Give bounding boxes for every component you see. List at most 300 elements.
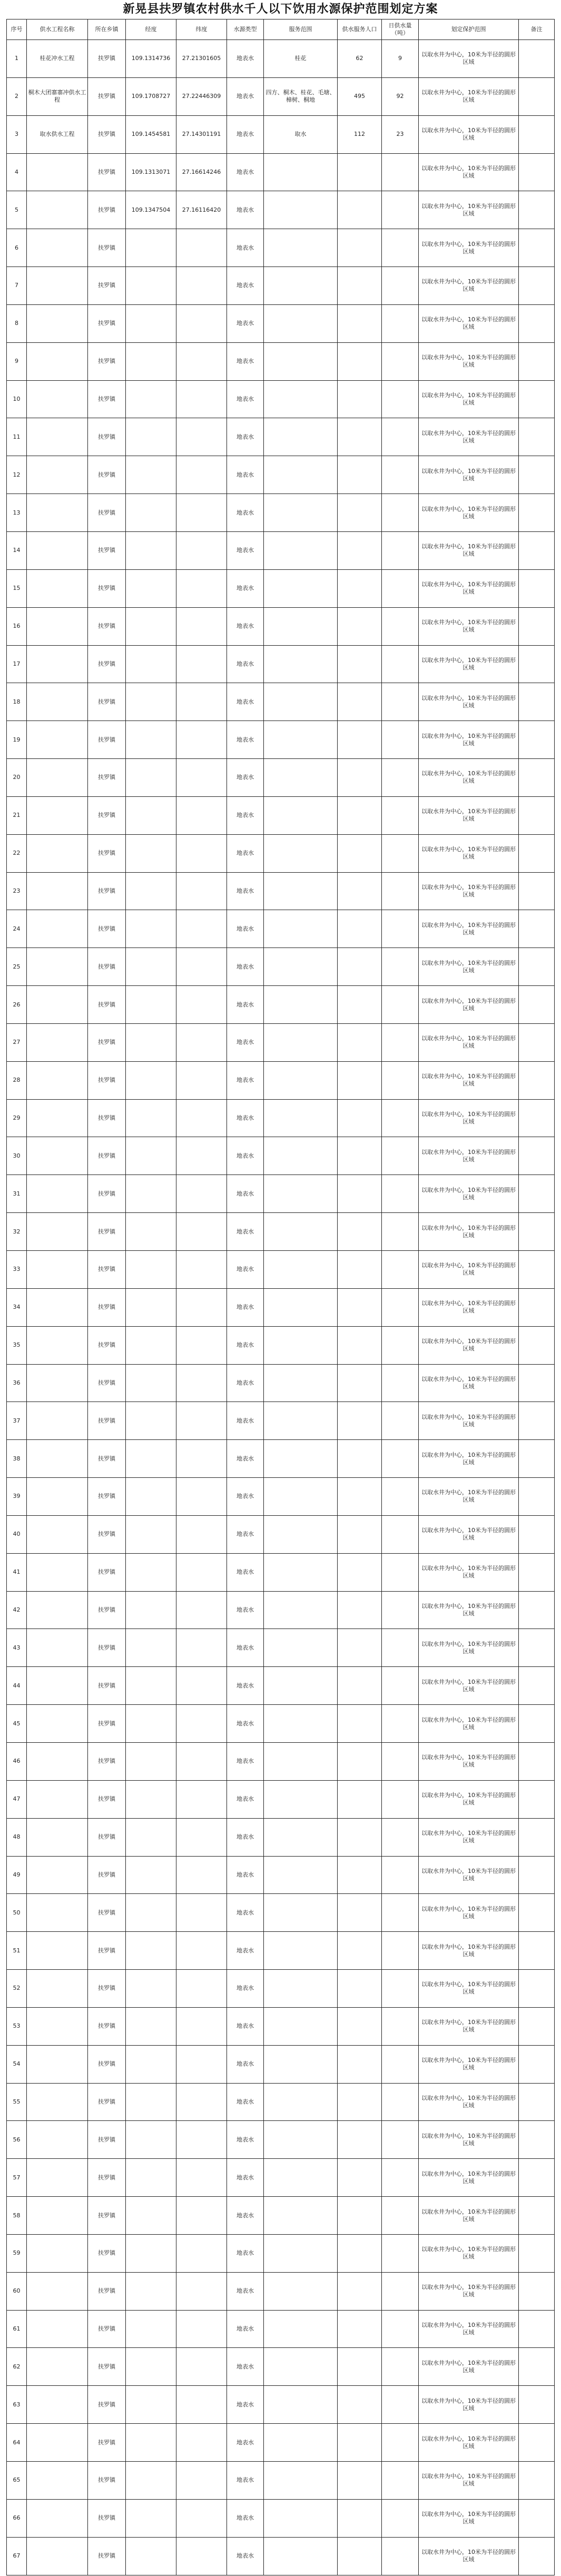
cell-town: 扶罗镇 [88,2159,126,2197]
cell-service-area [264,1970,338,2008]
cell-longitude [126,2045,176,2083]
cell-daily-supply [382,267,419,305]
cell-population [338,872,382,910]
table-row [7,1856,555,1894]
cell-remarks [519,1402,555,1440]
cell-population [338,1780,382,1818]
cell-protection-range: 以取水井为中心，10米为半径的圆形区域 [419,986,519,1024]
table-row [7,2499,555,2537]
cell-index: 61 [7,2310,27,2348]
cell-latitude [176,1251,227,1289]
cell-project-name [27,1364,88,1402]
cell-daily-supply [382,2197,419,2235]
cell-protection-range: 以取水井为中心，10米为半径的圆形区域 [419,40,519,78]
cell-daily-supply [382,721,419,759]
cell-index: 53 [7,2007,27,2045]
cell-remarks [519,1364,555,1402]
cell-protection-range: 以取水井为中心，10米为半径的圆形区域 [419,2197,519,2235]
cell-protection-range: 以取水井为中心，10米为半径的圆形区域 [419,796,519,834]
cell-population [338,2272,382,2310]
cell-remarks [519,1175,555,1213]
cell-remarks [519,2159,555,2197]
cell-protection-range: 以取水井为中心，10米为半径的圆形区域 [419,342,519,380]
cell-protection-range: 以取水井为中心，10米为半径的圆形区域 [419,2348,519,2386]
table-row [7,2348,555,2386]
cell-town: 扶罗镇 [88,456,126,494]
cell-protection-range: 以取水井为中心，10米为半径的圆形区域 [419,1364,519,1402]
cell-index: 23 [7,872,27,910]
cell-longitude [126,607,176,645]
cell-longitude [126,1440,176,1478]
cell-index: 20 [7,759,27,797]
cell-population [338,2537,382,2575]
cell-longitude [126,2537,176,2575]
cell-remarks [519,1742,555,1780]
cell-index: 64 [7,2424,27,2462]
cell-index: 58 [7,2197,27,2235]
table-row [7,1705,555,1743]
cell-source-type: 地表水 [227,1364,264,1402]
cell-town: 扶罗镇 [88,380,126,418]
cell-protection-range: 以取水井为中心，10米为半径的圆形区域 [419,1251,519,1289]
cell-daily-supply [382,948,419,986]
cell-protection-range: 以取水井为中心，10米为半径的圆形区域 [419,948,519,986]
cell-population [338,1213,382,1251]
cell-latitude [176,1515,227,1553]
cell-index: 16 [7,607,27,645]
cell-index: 55 [7,2083,27,2121]
cell-daily-supply [382,229,419,267]
cell-project-name [27,2121,88,2159]
cell-source-type: 地表水 [227,1970,264,2008]
cell-service-area [264,1894,338,1932]
table-row [7,531,555,569]
cell-index: 67 [7,2537,27,2575]
cell-protection-range: 以取水井为中心，10米为半径的圆形区域 [419,1061,519,1099]
cell-source-type: 地表水 [227,304,264,342]
cell-latitude [176,1894,227,1932]
cell-protection-range: 以取水井为中心，10米为半径的圆形区域 [419,759,519,797]
cell-index: 31 [7,1175,27,1213]
cell-index: 66 [7,2499,27,2537]
cell-town: 扶罗镇 [88,872,126,910]
cell-remarks [519,1705,555,1743]
table-row [7,77,555,115]
cell-service-area [264,2007,338,2045]
cell-remarks [519,1440,555,1478]
cell-population [338,607,382,645]
cell-population [338,2424,382,2462]
cell-service-area [264,2386,338,2424]
cell-longitude [126,2007,176,2045]
cell-latitude [176,2424,227,2462]
cell-population [338,1364,382,1402]
table-row [7,645,555,683]
cell-population [338,1099,382,1137]
cell-town: 扶罗镇 [88,721,126,759]
cell-remarks [519,1099,555,1137]
cell-population [338,2499,382,2537]
cell-latitude [176,2121,227,2159]
table-row [7,1402,555,1440]
table-row [7,1780,555,1818]
cell-project-name [27,2462,88,2500]
cell-town: 扶罗镇 [88,607,126,645]
cell-service-area [264,759,338,797]
cell-project-name [27,1932,88,1970]
cell-protection-range: 以取水井为中心，10米为半径的圆形区域 [419,191,519,229]
cell-longitude [126,1402,176,1440]
cell-project-name [27,2007,88,2045]
cell-project-name [27,759,88,797]
cell-daily-supply [382,986,419,1024]
cell-project-name [27,2045,88,2083]
cell-latitude: 27.22446309 [176,77,227,115]
cell-index: 24 [7,910,27,948]
cell-population [338,1175,382,1213]
cell-index: 46 [7,1742,27,1780]
cell-project-name [27,834,88,872]
table-row [7,569,555,607]
cell-daily-supply [382,2272,419,2310]
cell-longitude [126,2272,176,2310]
table-row [7,1742,555,1780]
cell-daily-supply [382,1099,419,1137]
cell-daily-supply: 23 [382,115,419,153]
cell-population [338,1137,382,1175]
cell-protection-range: 以取水井为中心，10米为半径的圆形区域 [419,683,519,721]
table-row [7,910,555,948]
cell-project-name [27,1667,88,1705]
cell-source-type: 地表水 [227,2499,264,2537]
cell-daily-supply [382,191,419,229]
cell-protection-range: 以取水井为中心，10米为半径的圆形区域 [419,1932,519,1970]
water-source-table [6,19,555,2575]
cell-project-name [27,1251,88,1289]
cell-project-name [27,683,88,721]
cell-remarks [519,1970,555,2008]
cell-latitude [176,1591,227,1629]
column-header-protection-range: 划定保护范围 [419,19,519,40]
cell-protection-range: 以取水井为中心，10米为半径的圆形区域 [419,910,519,948]
table-row [7,2083,555,2121]
cell-source-type: 地表水 [227,2045,264,2083]
cell-remarks [519,1137,555,1175]
cell-remarks [519,380,555,418]
cell-index: 4 [7,153,27,191]
cell-longitude [126,872,176,910]
cell-daily-supply [382,2234,419,2272]
cell-latitude [176,267,227,305]
cell-town: 扶罗镇 [88,77,126,115]
cell-town: 扶罗镇 [88,2121,126,2159]
column-header-town: 所在乡镇 [88,19,126,40]
table-row [7,342,555,380]
cell-service-area [264,910,338,948]
cell-population [338,342,382,380]
cell-source-type: 地表水 [227,2272,264,2310]
cell-index: 18 [7,683,27,721]
cell-town: 扶罗镇 [88,834,126,872]
cell-service-area [264,1326,338,1364]
cell-project-name [27,1137,88,1175]
cell-population [338,569,382,607]
cell-service-area [264,191,338,229]
cell-town: 扶罗镇 [88,645,126,683]
cell-project-name [27,986,88,1024]
cell-longitude [126,910,176,948]
cell-longitude: 109.1314736 [126,40,176,78]
cell-population [338,1591,382,1629]
cell-project-name [27,721,88,759]
table-row [7,796,555,834]
cell-index: 26 [7,986,27,1024]
cell-town: 扶罗镇 [88,267,126,305]
cell-daily-supply [382,2348,419,2386]
cell-source-type: 地表水 [227,948,264,986]
cell-remarks [519,2121,555,2159]
cell-protection-range: 以取水井为中心，10米为半径的圆形区域 [419,2272,519,2310]
cell-index: 34 [7,1288,27,1326]
cell-longitude [126,1515,176,1553]
table-row [7,2537,555,2575]
cell-longitude [126,456,176,494]
cell-index: 1 [7,40,27,78]
cell-longitude [126,569,176,607]
cell-protection-range: 以取水井为中心，10米为半径的圆形区域 [419,2537,519,2575]
cell-protection-range: 以取水井为中心，10米为半径的圆形区域 [419,645,519,683]
cell-project-name [27,1402,88,1440]
cell-latitude [176,1326,227,1364]
cell-remarks [519,2348,555,2386]
cell-project-name [27,1780,88,1818]
cell-service-area [264,1137,338,1175]
cell-protection-range: 以取水井为中心，10米为半径的圆形区域 [419,1780,519,1818]
cell-longitude [126,1629,176,1667]
cell-longitude [126,2197,176,2235]
cell-service-area [264,380,338,418]
cell-protection-range: 以取水井为中心，10米为半径的圆形区域 [419,872,519,910]
cell-source-type: 地表水 [227,418,264,456]
cell-daily-supply [382,1894,419,1932]
cell-latitude [176,1742,227,1780]
cell-town: 扶罗镇 [88,1894,126,1932]
table-row [7,872,555,910]
cell-source-type: 地表水 [227,1175,264,1213]
cell-longitude [126,2499,176,2537]
cell-town: 扶罗镇 [88,1591,126,1629]
column-header-source-type: 水源类型 [227,19,264,40]
cell-population [338,1440,382,1478]
cell-daily-supply [382,2537,419,2575]
table-row [7,1099,555,1137]
cell-service-area [264,1478,338,1516]
cell-longitude [126,1478,176,1516]
cell-town: 扶罗镇 [88,531,126,569]
column-header-remarks: 备注 [519,19,555,40]
cell-project-name [27,1478,88,1516]
cell-protection-range: 以取水井为中心，10米为半径的圆形区域 [419,2310,519,2348]
cell-population: 62 [338,40,382,78]
cell-index: 13 [7,494,27,532]
cell-protection-range: 以取水井为中心，10米为半径的圆形区域 [419,2159,519,2197]
cell-source-type: 地表水 [227,2159,264,2197]
cell-remarks [519,986,555,1024]
cell-protection-range: 以取水井为中心，10米为半径的圆形区域 [419,2424,519,2462]
cell-daily-supply [382,531,419,569]
cell-source-type: 地表水 [227,2462,264,2500]
cell-service-area [264,1515,338,1553]
table-row [7,2462,555,2500]
cell-population [338,456,382,494]
cell-population [338,1705,382,1743]
cell-daily-supply [382,1137,419,1175]
cell-longitude [126,380,176,418]
cell-service-area [264,418,338,456]
cell-daily-supply [382,153,419,191]
cell-population [338,2462,382,2500]
table-row [7,1175,555,1213]
table-row [7,2310,555,2348]
cell-source-type: 地表水 [227,569,264,607]
cell-service-area [264,229,338,267]
cell-daily-supply [382,1023,419,1061]
cell-protection-range: 以取水井为中心，10米为半径的圆形区域 [419,1326,519,1364]
cell-longitude [126,2121,176,2159]
cell-service-area [264,1591,338,1629]
cell-project-name [27,872,88,910]
cell-latitude [176,607,227,645]
cell-remarks [519,153,555,191]
cell-index: 48 [7,1818,27,1856]
table-row [7,2386,555,2424]
cell-project-name [27,1288,88,1326]
cell-source-type: 地表水 [227,645,264,683]
cell-town: 扶罗镇 [88,2386,126,2424]
cell-longitude [126,2234,176,2272]
cell-longitude [126,1061,176,1099]
cell-remarks [519,456,555,494]
table-row [7,2121,555,2159]
cell-index: 47 [7,1780,27,1818]
cell-index: 40 [7,1515,27,1553]
cell-population [338,683,382,721]
cell-remarks [519,872,555,910]
cell-source-type: 地表水 [227,1894,264,1932]
cell-longitude: 109.1313071 [126,153,176,191]
cell-protection-range: 以取水井为中心，10米为半径的圆形区域 [419,77,519,115]
cell-index: 25 [7,948,27,986]
cell-service-area [264,456,338,494]
cell-remarks [519,494,555,532]
table-header-row [7,19,555,40]
column-header-name: 供水工程名称 [27,19,88,40]
cell-latitude [176,1099,227,1137]
cell-source-type: 地表水 [227,796,264,834]
cell-longitude [126,2159,176,2197]
cell-latitude [176,494,227,532]
cell-service-area [264,2197,338,2235]
cell-population [338,494,382,532]
cell-population [338,1326,382,1364]
cell-remarks [519,1667,555,1705]
cell-population [338,191,382,229]
cell-remarks [519,531,555,569]
cell-index: 59 [7,2234,27,2272]
cell-longitude [126,1326,176,1364]
cell-source-type: 地表水 [227,2537,264,2575]
cell-service-area [264,304,338,342]
cell-latitude [176,418,227,456]
cell-longitude [126,1553,176,1591]
cell-longitude [126,1932,176,1970]
cell-source-type: 地表水 [227,1326,264,1364]
cell-project-name [27,2499,88,2537]
cell-town: 扶罗镇 [88,1478,126,1516]
cell-longitude [126,796,176,834]
cell-longitude [126,229,176,267]
table-row [7,418,555,456]
cell-longitude [126,1970,176,2008]
table-row [7,191,555,229]
table-row [7,721,555,759]
cell-population [338,1970,382,2008]
cell-protection-range: 以取水井为中心，10米为半径的圆形区域 [419,1478,519,1516]
cell-longitude [126,1667,176,1705]
cell-project-name [27,191,88,229]
cell-remarks [519,1061,555,1099]
table-row [7,834,555,872]
cell-remarks [519,910,555,948]
cell-town: 扶罗镇 [88,1780,126,1818]
cell-remarks [519,683,555,721]
cell-population [338,645,382,683]
cell-daily-supply [382,872,419,910]
cell-town: 扶罗镇 [88,2310,126,2348]
cell-service-area [264,872,338,910]
cell-daily-supply [382,494,419,532]
table-row [7,1061,555,1099]
cell-index: 65 [7,2462,27,2500]
cell-project-name [27,2537,88,2575]
cell-remarks [519,2083,555,2121]
cell-service-area [264,796,338,834]
cell-protection-range: 以取水井为中心，10米为半径的圆形区域 [419,721,519,759]
cell-latitude [176,1553,227,1591]
cell-protection-range: 以取水井为中心，10米为半径的圆形区域 [419,1099,519,1137]
column-header-index: 序号 [7,19,27,40]
cell-project-name [27,494,88,532]
cell-source-type: 地表水 [227,2083,264,2121]
cell-service-area [264,2045,338,2083]
cell-latitude: 27.16614246 [176,153,227,191]
cell-service-area [264,1364,338,1402]
cell-project-name [27,1099,88,1137]
cell-protection-range: 以取水井为中心，10米为半径的圆形区域 [419,1970,519,2008]
cell-service-area [264,1099,338,1137]
cell-longitude [126,1099,176,1137]
cell-latitude [176,1856,227,1894]
table-row [7,948,555,986]
cell-service-area [264,2234,338,2272]
cell-index: 5 [7,191,27,229]
cell-project-name [27,531,88,569]
cell-longitude [126,1251,176,1289]
cell-protection-range: 以取水井为中心，10米为半径的圆形区域 [419,531,519,569]
cell-town: 扶罗镇 [88,910,126,948]
cell-service-area [264,2348,338,2386]
cell-remarks [519,1553,555,1591]
